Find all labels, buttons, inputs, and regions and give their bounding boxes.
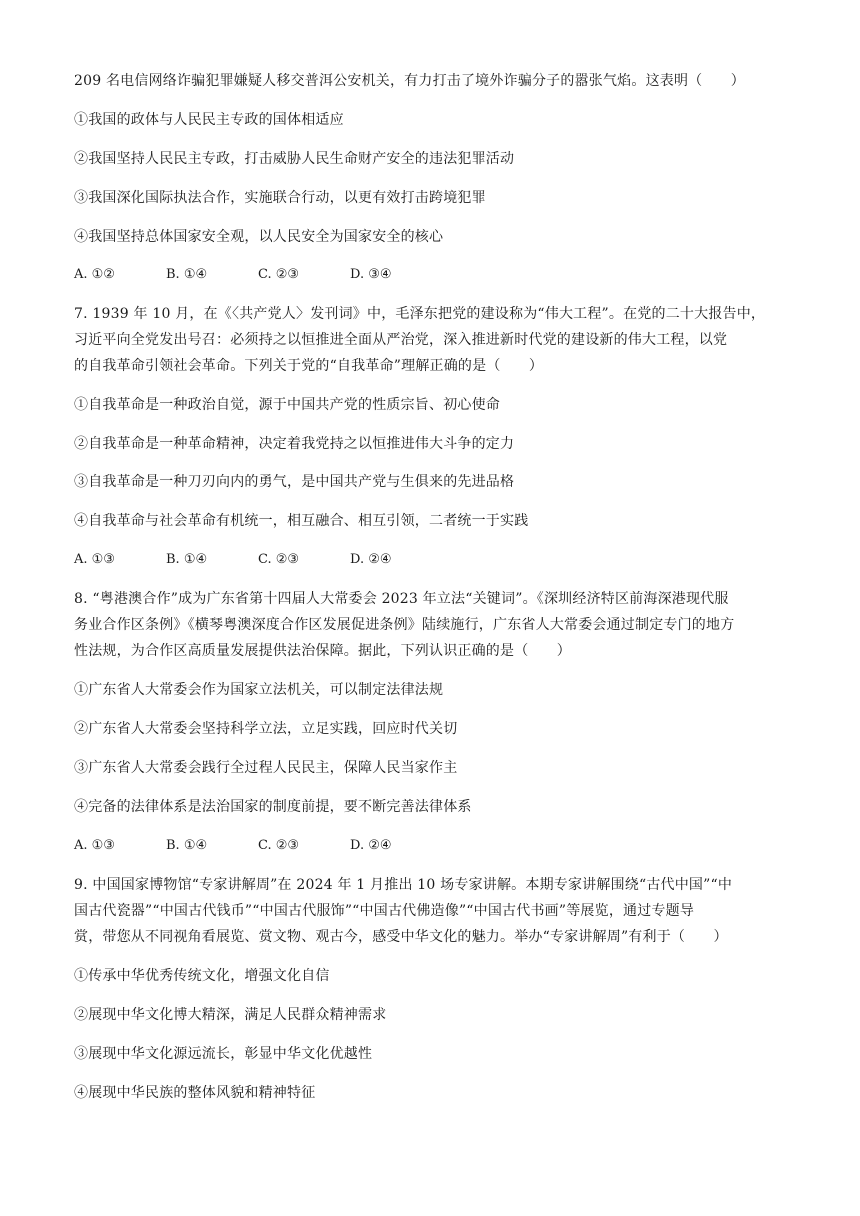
q6-option-c[interactable]: C. ②③	[258, 267, 300, 282]
q6-item-1: ①我国的政体与人民民主专政的国体相适应	[74, 112, 344, 128]
q6-item-3: ③我国深化国际执法合作，实施联合行动，以更有效打击跨境犯罪	[74, 190, 486, 206]
q8-stem-line-1: 8. “粤港澳合作”成为广东省第十四届人大常委会 2023 年立法“关键词”。《深圳经济特区前海深港现代服	[74, 591, 729, 607]
q8-stem-line-3: 性法规，为合作区高质量发展提供法治保障。据此，下列认识正确的是（ ）	[74, 643, 571, 659]
q8-option-a[interactable]: A. ①③	[74, 838, 115, 853]
q9-stem-line-1: 9. 中国国家博物馆“专家讲解周”在 2024 年 1 月推出 10 场专家讲解。本期专家讲解围绕“古代中国”“中	[74, 877, 733, 893]
q6-item-4: ④我国坚持总体国家安全观，以人民安全为国家安全的核心	[74, 229, 444, 245]
q7-option-b[interactable]: B. ①④	[166, 552, 208, 567]
q9-item-3: ③展现中华文化源远流长，彰显中华文化优越性	[74, 1046, 373, 1062]
q8-options	[74, 837, 442, 855]
q7-stem-line-2: 习近平向全党发出号召：必须持之以恒推进全面从严治党，深入推进新时代党的建设新的伟大工程，以党	[74, 332, 728, 348]
q9-item-1: ①传承中华优秀传统文化，增强文化自信	[74, 968, 330, 984]
q7-option-c[interactable]: C. ②③	[258, 552, 300, 567]
q7-options	[74, 551, 442, 569]
q8-item-3: ③广东省人大常委会践行全过程人民民主，保障人民当家作主	[74, 760, 458, 776]
q6-option-b[interactable]: B. ①④	[166, 267, 208, 282]
q9-stem-line-3: 赏，带您从不同视角看展览、赏文物、观古今，感受中华文化的魅力。举办“专家讲解周”有利于（ ）	[74, 929, 728, 945]
q8-option-d[interactable]: D. ②④	[350, 838, 392, 853]
q6-option-a[interactable]: A. ①②	[74, 267, 115, 282]
q8-stem-line-2: 务业合作区条例》《横琴粤澳深度合作区发展促进条例》陆续施行，广东省人大常委会通过制定专门的地方	[74, 617, 735, 633]
q6-stem-tail: 209 名电信网络诈骗犯罪嫌疑人移交普洱公安机关，有力打击了境外诈骗分子的嚣张气焰。这表明（ ）	[74, 73, 745, 89]
q9-item-2: ②展现中华文化博大精深，满足人民群众精神需求	[74, 1007, 387, 1023]
q7-option-a[interactable]: A. ①③	[74, 552, 115, 567]
q7-item-3: ③自我革命是一种刀刃向内的勇气，是中国共产党与生俱来的先进品格	[74, 474, 515, 490]
q7-item-1: ①自我革命是一种政治自觉，源于中国共产党的性质宗旨、初心使命	[74, 397, 500, 413]
q8-item-2: ②广东省人大常委会坚持科学立法，立足实践，回应时代关切	[74, 721, 458, 737]
q8-option-c[interactable]: C. ②③	[258, 838, 300, 853]
q7-stem-line-1: 7. 1939 年 10 月，在《〈共产党人〉发刊词》中，毛泽东把党的建设称为“伟大工程”。在党的二十大报告中，	[74, 306, 766, 322]
q6-option-d[interactable]: D. ③④	[350, 267, 392, 282]
q6-options	[74, 266, 442, 284]
q8-option-b[interactable]: B. ①④	[166, 838, 208, 853]
q9-stem-line-2: 国古代瓷器”“中国古代钱币”“中国古代服饰”“中国古代佛造像”“中国古代书画”等展览，通过专题导	[74, 903, 695, 919]
q9-item-4: ④展现中华民族的整体风貌和精神特征	[74, 1085, 316, 1101]
q7-item-2: ②自我革命是一种革命精神，决定着我党持之以恒推进伟大斗争的定力	[74, 436, 515, 452]
q7-stem-line-3: 的自我革命引领社会革命。下列关于党的“自我革命”理解正确的是（ ）	[74, 358, 544, 374]
q7-option-d[interactable]: D. ②④	[350, 552, 392, 567]
q8-item-4: ④完备的法律体系是法治国家的制度前提，要不断完善法律体系	[74, 799, 472, 815]
q6-item-2: ②我国坚持人民民主专政，打击威胁人民生命财产安全的违法犯罪活动	[74, 151, 515, 167]
q7-item-4: ④自我革命与社会革命有机统一，相互融合、相互引领，二者统一于实践	[74, 513, 529, 529]
q8-item-1: ①广东省人大常委会作为国家立法机关，可以制定法律法规	[74, 682, 444, 698]
